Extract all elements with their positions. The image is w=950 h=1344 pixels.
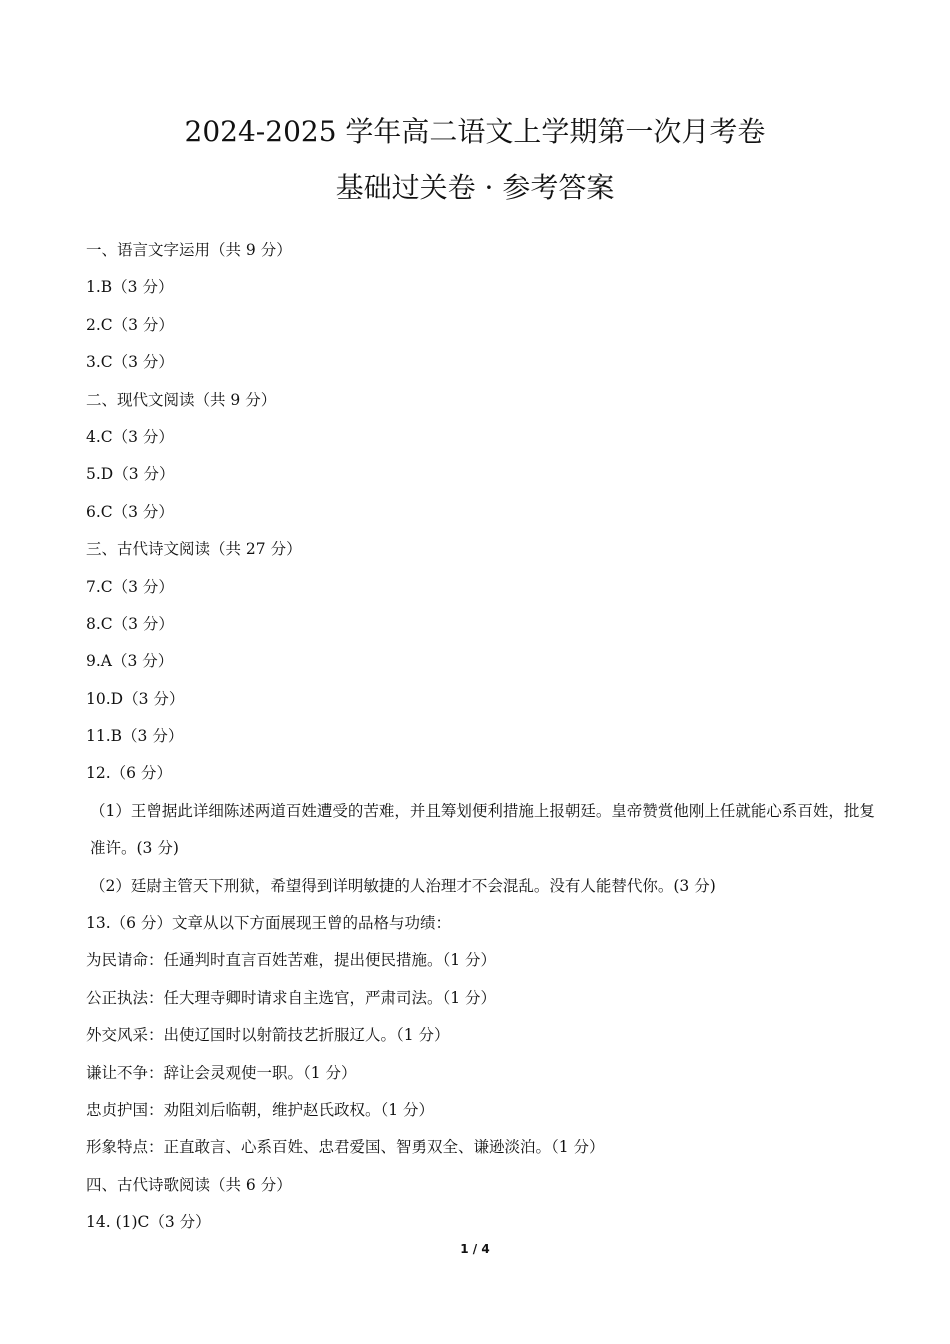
answer-item: 14. (1)C（3 分） (86, 1213, 211, 1232)
page-number: 1 / 4 (460, 1242, 490, 1256)
answer-item: 2.C（3 分） (86, 315, 174, 334)
translation-answer-2: （2）廷尉主管天下刑狱，希望得到详明敏捷的人治理才不会混乱。没有人能替代你。(3 分) (90, 876, 716, 895)
section-heading-modern-reading: 二、现代文阅读（共 9 分） (86, 390, 277, 409)
answer-item: 9.A（3 分） (86, 652, 174, 671)
document-title: 2024-2025 学年高二语文上学期第一次月考卷 (184, 115, 766, 148)
answer-point: 外交风采：出使辽国时以射箭技艺折服辽人。（1 分） (86, 1026, 450, 1045)
answer-item: 5.D（3 分） (86, 465, 175, 484)
answer-item: 12.（6 分） (86, 764, 172, 783)
answer-point: 公正执法：任大理寺卿时请求自主选官，严肃司法。（1 分） (86, 988, 497, 1007)
answer-item: 13.（6 分）文章从以下方面展现王曾的品格与功绩： (86, 914, 451, 933)
answer-item: 6.C（3 分） (86, 502, 174, 521)
section-heading-language-use: 一、语言文字运用（共 9 分） (86, 241, 292, 259)
document-subtitle: 基础过关卷 · 参考答案 (335, 171, 615, 204)
answer-point: 形象特点：正直敢言、心系百姓、忠君爱国、智勇双全、谦逊淡泊。（1 分） (86, 1138, 605, 1157)
answer-item: 1.B（3 分） (86, 278, 174, 297)
answer-point: 忠贞护国：劝阻刘后临朝，维护赵氏政权。（1 分） (86, 1101, 435, 1120)
answer-list (86, 232, 876, 1242)
answer-item: 8.C（3 分） (86, 614, 174, 633)
answer-item: 10.D（3 分） (86, 689, 185, 708)
section-heading-poetry-reading: 四、古代诗歌阅读（共 6 分） (86, 1175, 292, 1194)
answer-item: 11.B（3 分） (86, 727, 184, 746)
answer-point: 谦让不争：辞让会灵观使一职。（1 分） (86, 1063, 357, 1082)
answer-item: 4.C（3 分） (86, 427, 174, 446)
translation-answer-1: （1）王曾据此详细陈述两道百姓遭受的苦难，并且筹划便利措施上报朝廷。皇帝赞赏他刚上任就能心系百姓，批复准许。(3 分) (90, 801, 875, 858)
section-heading-classical-reading: 三、古代诗文阅读（共 27 分） (86, 540, 302, 559)
answer-item: 3.C（3 分） (86, 353, 174, 372)
answer-item: 7.C（3 分） (86, 577, 174, 596)
answer-point: 为民请命：任通判时直言百姓苦难，提出便民措施。（1 分） (86, 951, 497, 970)
